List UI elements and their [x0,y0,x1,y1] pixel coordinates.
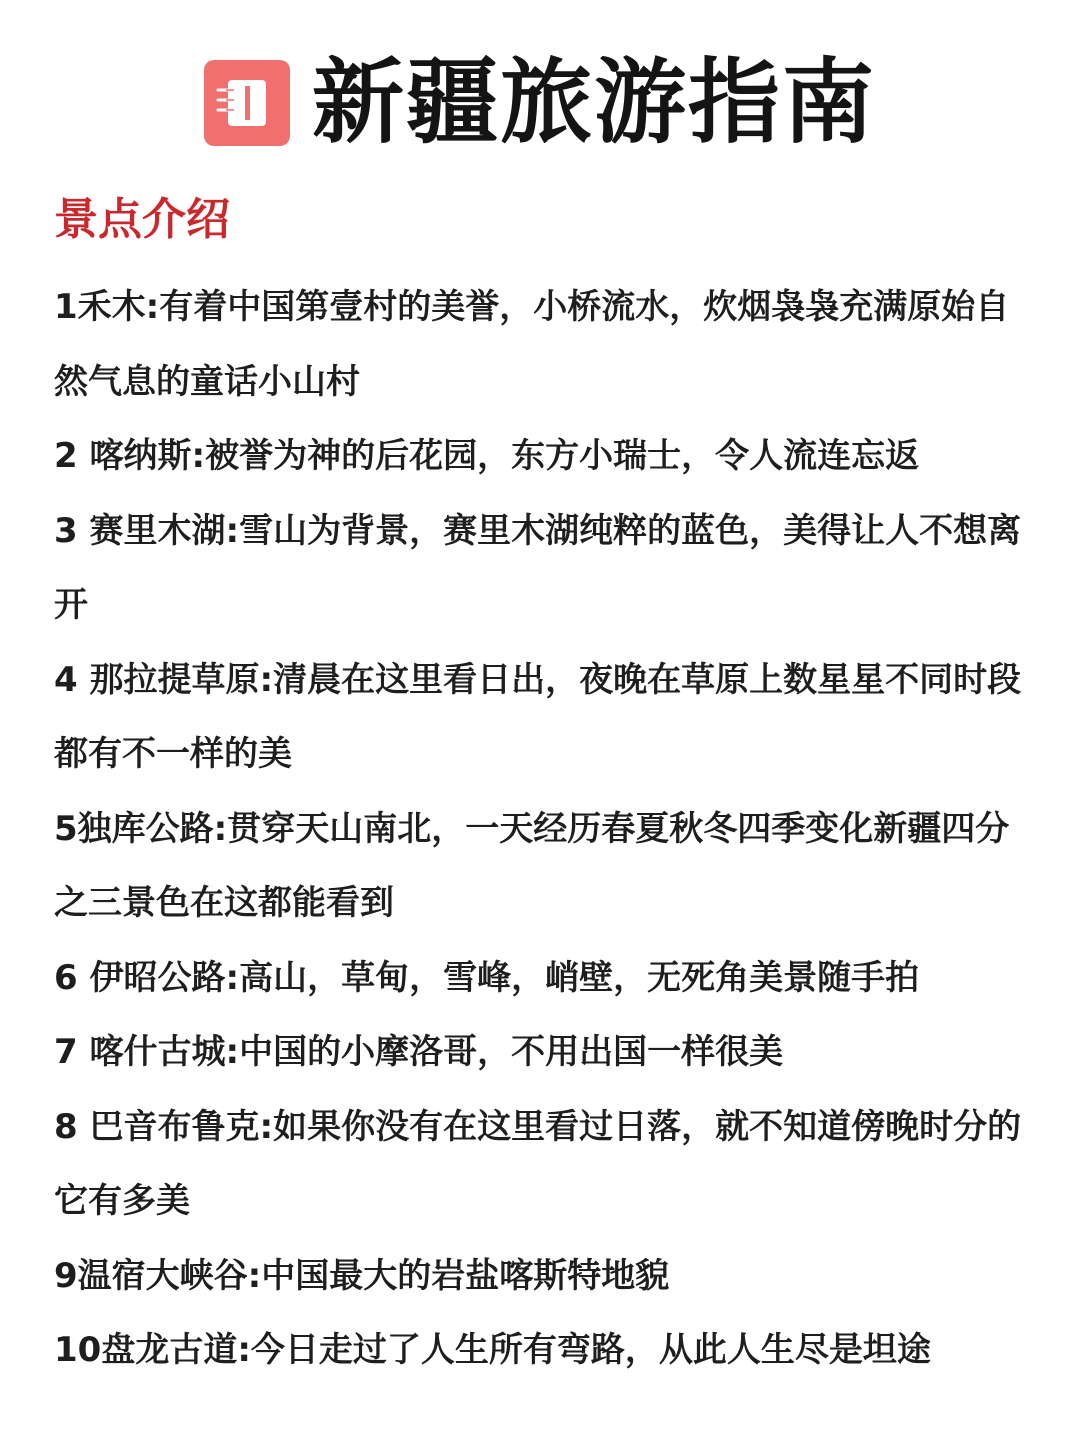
list-item: 1禾木:有着中国第壹村的美誉，小桥流水，炊烟袅袅充满原始自然气息的童话小山村 [54,287,1010,402]
list-item: 8 巴音布鲁克:如果你没有在这里看过日落，就不知道傍晚时分的它有多美 [54,1106,1022,1221]
list-item: 10盘龙古道:今日走过了人生所有弯路，从此人生尽是坦途 [54,1330,931,1370]
page-title: 新疆旅游指南 [311,49,876,156]
list-item: 9温宿大峡谷:中国最大的岩盐喀斯特地貌 [54,1255,670,1296]
section-title: 景点介绍 [54,194,230,245]
list-item: 3 赛里木湖:雪山为背景，赛里木湖纯粹的蓝色，美得让人不想离开 [54,510,1022,625]
document-icon [204,60,290,146]
list-item: 4 那拉提草原:清晨在这里看日出，夜晚在草原上数星星不同时段都有不一样的美 [54,659,1022,774]
list-item: 5独库公路:贯穿天山南北，一天经历春夏秋冬四季变化新疆四分之三景色在这都能看到 [54,808,1010,923]
list-item: 2 喀纳斯:被誉为神的后花园，东方小瑞士，令人流连忘返 [54,436,920,476]
list-item: 7 喀什古城:中国的小摩洛哥，不用出国一样很美 [54,1032,784,1072]
list-item: 6 伊昭公路:高山，草甸，雪峰，峭壁，无死角美景随手拍 [54,957,920,998]
header [0,48,1080,158]
attraction-list [54,270,1024,1388]
